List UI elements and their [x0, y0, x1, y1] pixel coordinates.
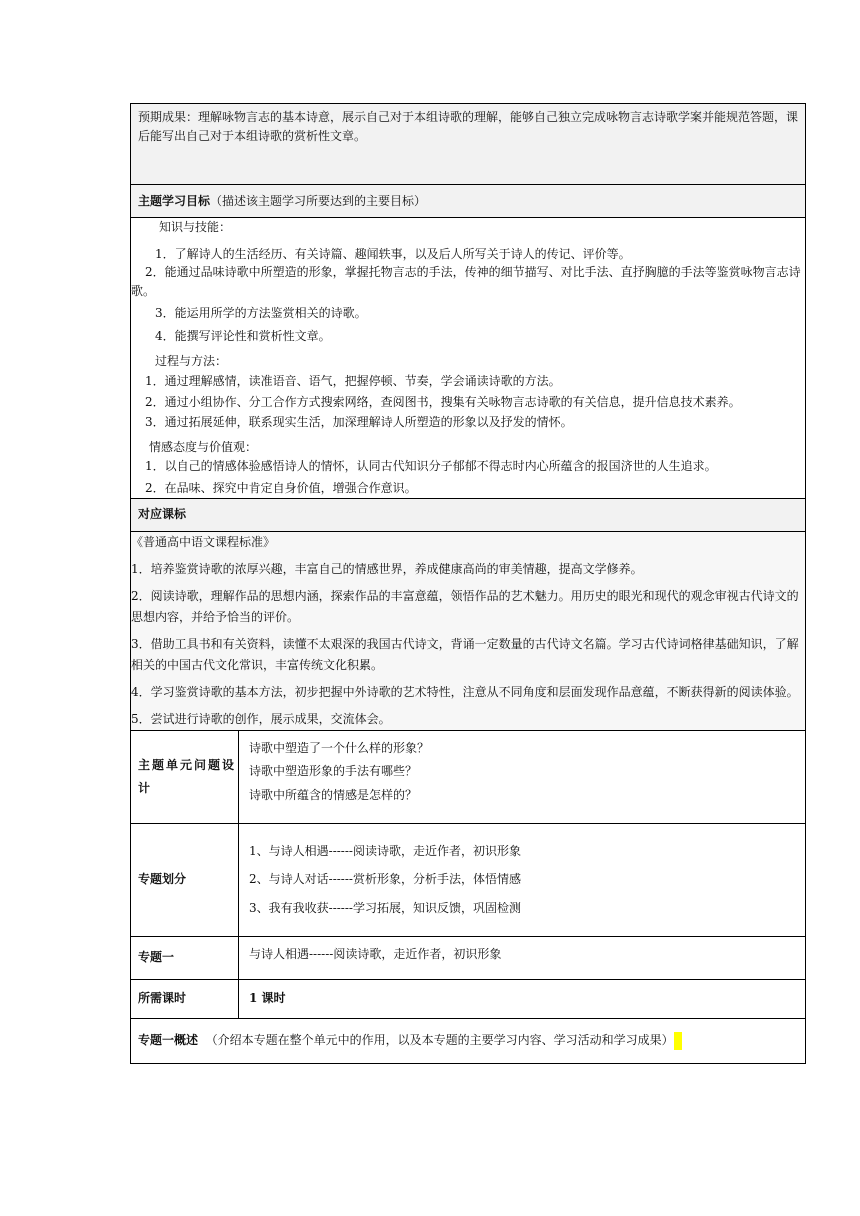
unit-questions-label: 主题单元问题设计: [131, 730, 239, 823]
knowledge-item: 3．能运用所学的方法鉴赏相关的诗歌。: [155, 306, 367, 321]
topic-item: 2、与诗人对话------赏析形象，分析手法，体悟情感: [249, 872, 521, 887]
unit-question: 诗歌中塑造了一个什么样的形象？: [249, 740, 430, 755]
unit-question: 诗歌中塑造形象的手法有哪些？: [249, 764, 418, 779]
process-item: 3．通过拓展延伸，联系现实生活，加深理解诗人所塑造的形象以及抒发的情怀。: [145, 415, 573, 430]
standards-row: [131, 531, 806, 730]
topic-one-value: 与诗人相遇------阅读诗歌，走近作者，初识形象: [239, 936, 806, 979]
hours-label: 所需课时: [131, 979, 239, 1018]
overview-row: [131, 1018, 806, 1063]
topics-cell: [239, 823, 806, 936]
outcome-text: 预期成果：理解咏物言志的基本诗意，展示自己对于本组诗歌的理解，能够自己独立完成咏物言志诗歌学案并能规范答题，课后能写出自己对于本组诗歌的赏析性文章。: [138, 110, 799, 143]
overview-note: （介绍本专题在整个单元中的作用，以及本专题的主要学习内容、学习活动和学习成果）: [205, 1033, 674, 1048]
topic-one-label: 专题一: [131, 936, 239, 979]
goals-header-title: 主题学习目标: [138, 193, 211, 208]
unit-question: 诗歌中所蕴含的情感是怎样的？: [249, 787, 418, 802]
hours-row: [131, 979, 806, 1018]
unit-questions-cell: [239, 730, 806, 823]
goals-header-row: [131, 185, 806, 218]
goals-cell: [131, 218, 806, 499]
outcome-row: [131, 104, 806, 185]
overview-label: 专题一概述: [138, 1033, 199, 1048]
knowledge-item: 1．了解诗人的生活经历、有关诗篇、趣闻轶事，以及后人所写关于诗人的传记、评价等。: [155, 246, 631, 261]
standards-cell: [131, 531, 806, 730]
overview-cell: [131, 1018, 806, 1063]
outcome-cell: [131, 104, 806, 185]
standards-header: 对应课标: [131, 498, 806, 531]
knowledge-title: 知识与技能：: [159, 220, 232, 234]
standards-item: 5．尝试进行诗歌的创作，展示成果，交流体会。: [131, 711, 391, 726]
topics-row: [131, 823, 806, 936]
hours-value: 1 课时: [239, 979, 806, 1018]
topic-item: 3、我有我收获------学习拓展，知识反馈，巩固检测: [249, 901, 521, 916]
lesson-plan-table: [130, 103, 806, 1064]
knowledge-item: 4．能撰写评论性和赏析性文章。: [155, 328, 331, 343]
topic-one-row: [131, 936, 806, 979]
standards-item: 4．学习鉴赏诗歌的基本方法，初步把握中外诗歌的艺术特性，注意从不同角度和层面发现作品意蕴，不断获得新的阅读体验。: [131, 684, 799, 699]
process-item: 1．通过理解感情，读准语音、语气，把握停顿、节奏，学会诵读诗歌的方法。: [145, 374, 561, 389]
standards-header-row: [131, 498, 806, 531]
emotion-title: 情感态度与价值观：: [149, 439, 258, 454]
unit-questions-row: [131, 730, 806, 823]
standards-item: 1．培养鉴赏诗歌的浓厚兴趣，丰富自己的情感世界，养成健康高尚的审美情趣，提高文学修养。: [131, 561, 643, 576]
topic-item: 1、与诗人相遇------阅读诗歌，走近作者，初识形象: [249, 843, 521, 858]
text-highlight-mark: [674, 1032, 682, 1050]
goals-row: [131, 218, 806, 499]
goals-header-note: （描述该主题学习所要达到的主要目标）: [210, 193, 427, 208]
standards-item: 3．借助工具书和有关资料，读懂不太艰深的我国古代诗文，背诵一定数量的古代诗文名篇。学习古代诗词格律基础知识，了解相关的中国古代文化常识，丰富传统文化积累。: [131, 636, 799, 672]
process-title: 过程与方法：: [155, 353, 228, 368]
topics-label: 专题划分: [131, 823, 239, 936]
standards-item: 2．阅读诗歌，理解作品的思想内涵，探索作品的丰富意蕴，领悟作品的艺术魅力。用历史的眼光和现代的观念审视古代诗文的思想内容，并给予恰当的评价。: [131, 588, 799, 624]
knowledge-item: 2．能通过品味诗歌中所塑造的形象，掌握托物言志的手法，传神的细节描写、对比手法、直抒胸臆的手法等鉴赏咏物言志诗歌。: [131, 265, 801, 298]
emotion-item: 1．以自己的情感体验感悟诗人的情怀，认同古代知识分子郁郁不得志时内心所蕴含的报国济世的人生追求。: [145, 458, 717, 473]
standards-title: 《普通高中语文课程标准》: [131, 534, 276, 549]
emotion-item: 2．在品味、探究中肯定自身价值，增强合作意识。: [145, 481, 417, 496]
goals-header: [131, 185, 806, 218]
process-item: 2．通过小组协作、分工合作方式搜索网络，查阅图书，搜集有关咏物言志诗歌的有关信息，提升信息技术素养。: [145, 394, 741, 409]
